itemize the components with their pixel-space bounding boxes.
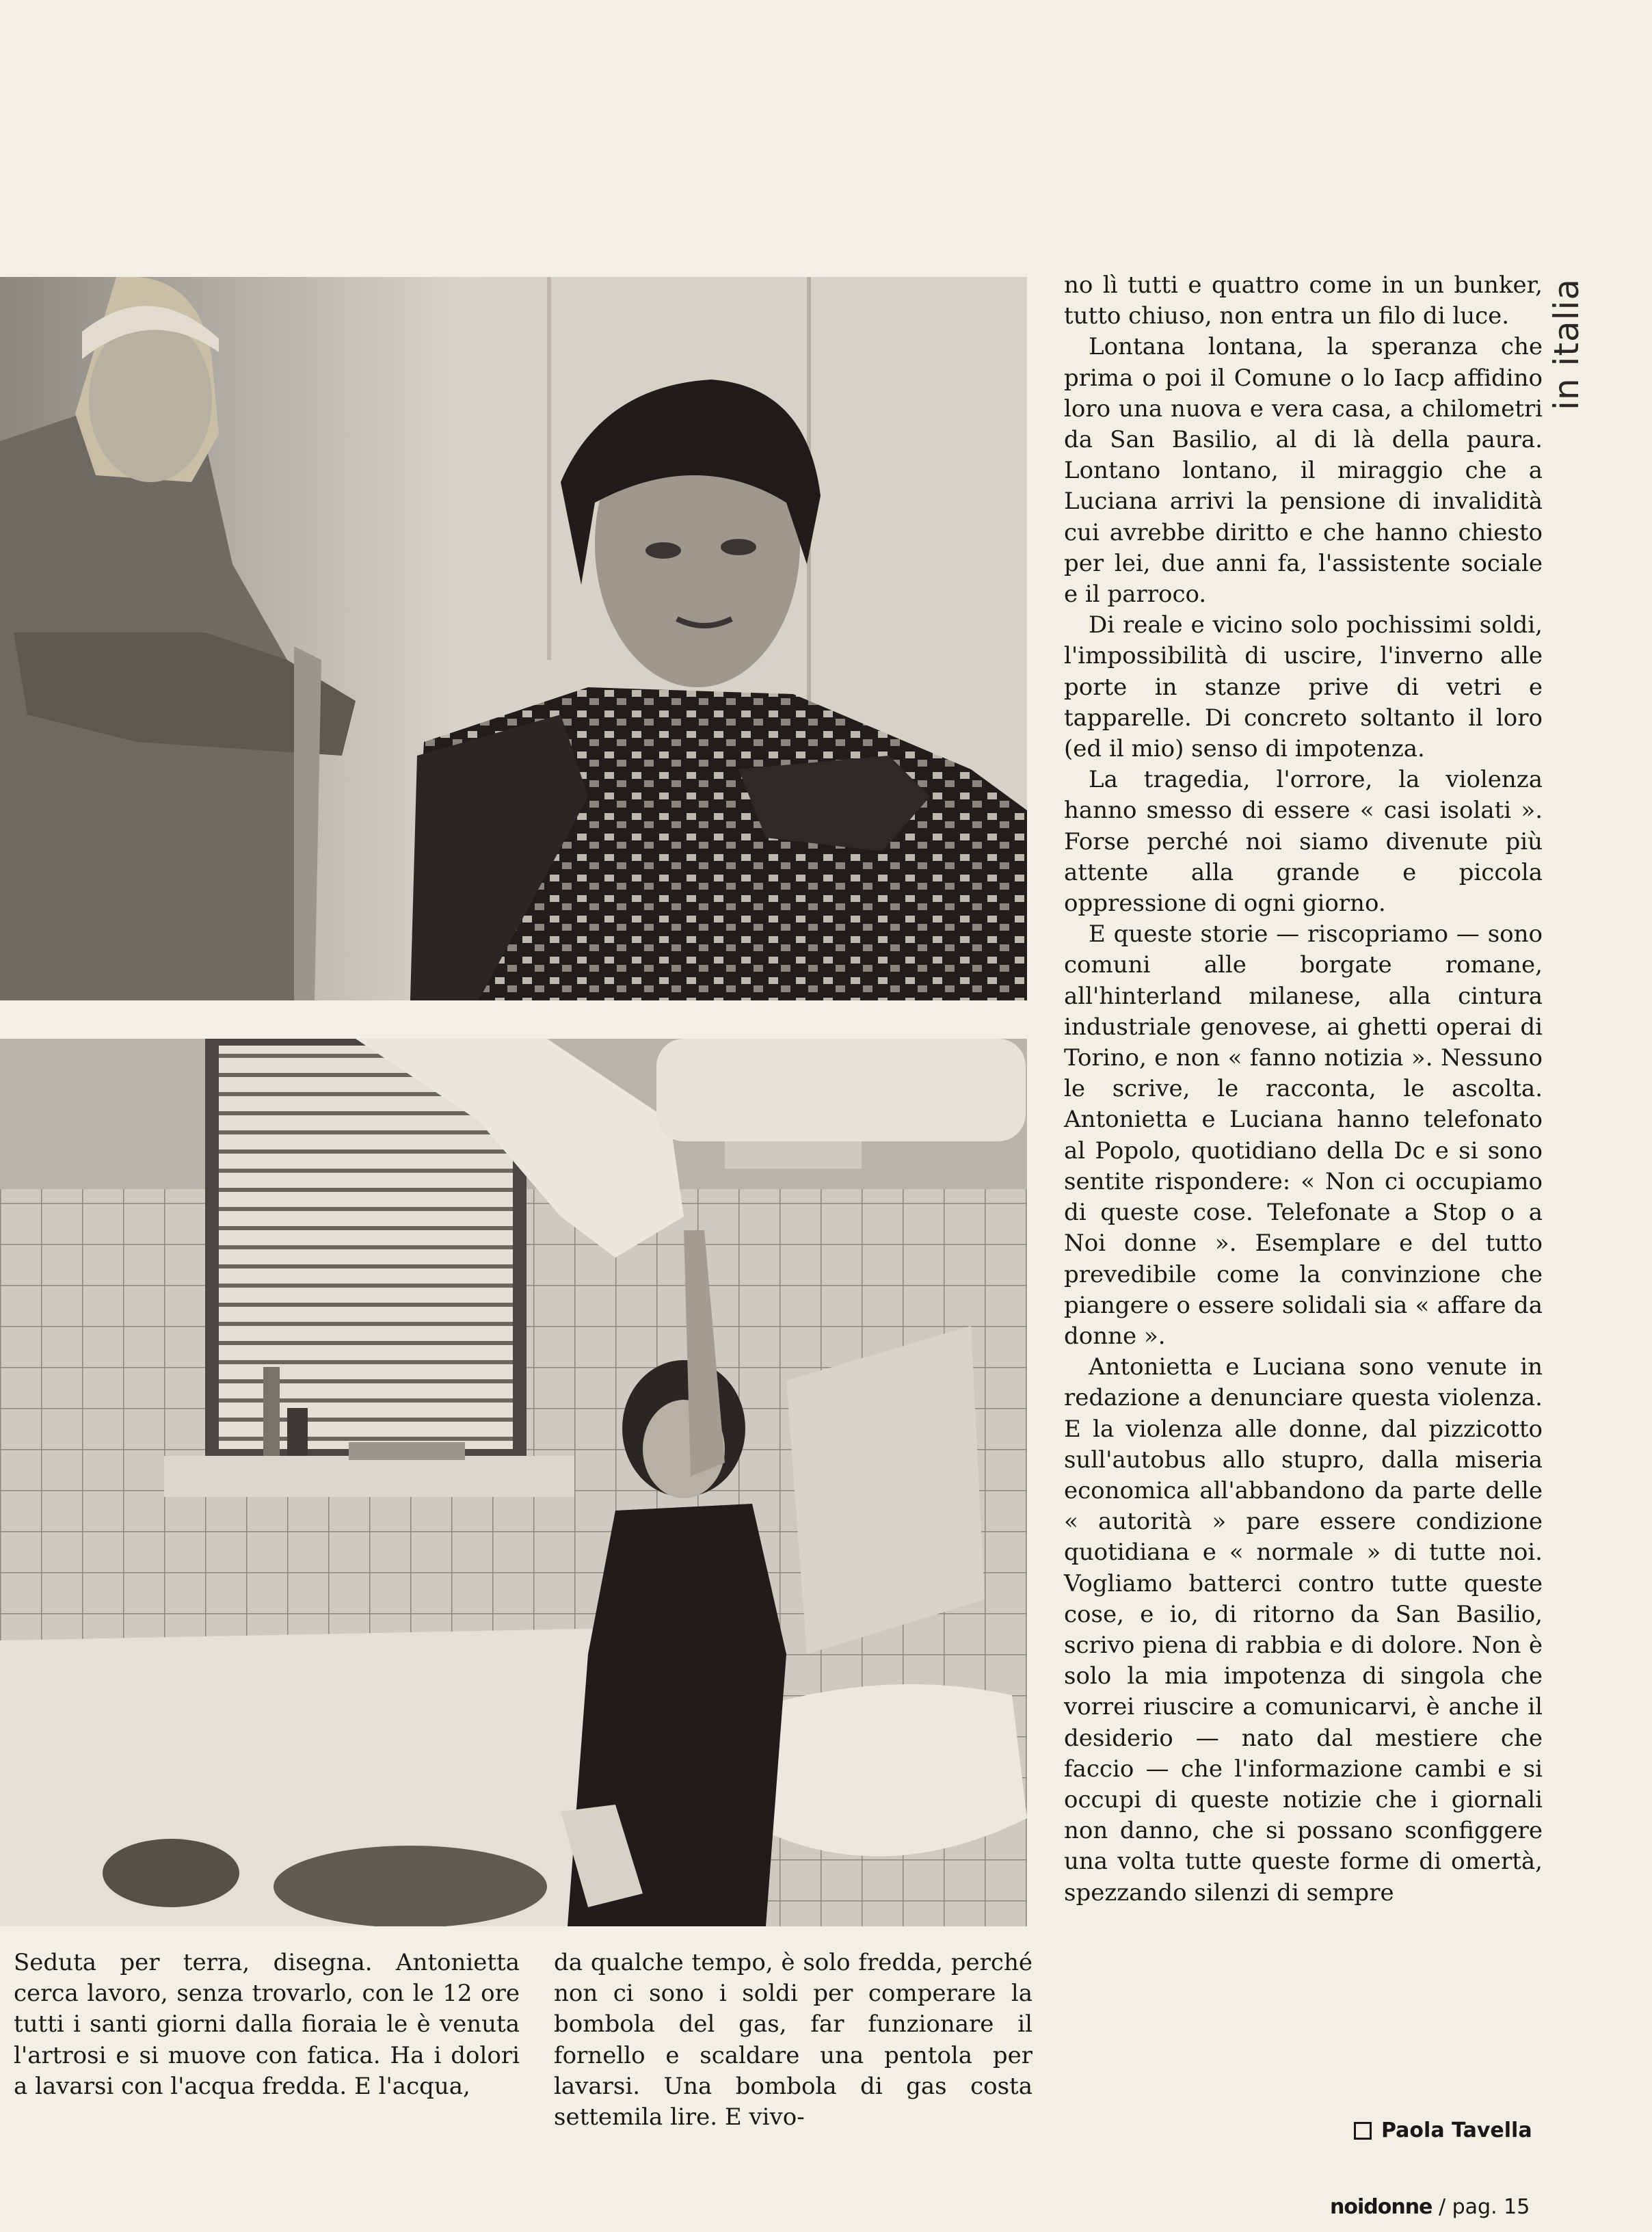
paragraph: da qualche tempo, è solo fredda, perché non ci sono i soldi per comperare la bombola del gas, far funzionare il fornello e scaldare una pentola per lavarsi. Una bombola di gas costa settemila lire. E vivo- bbox=[554, 1949, 1032, 2131]
paragraph: Seduta per terra, disegna. Antonietta cerca lavoro, senza trovarlo, con le 12 ore tutti i santi giorni dalla fioraia le è venuta l'artrosi e si muove con fatica. Ha i dolori a lavarsi con l'acqua fredda. E l'acqua, bbox=[14, 1949, 520, 2100]
photo-two-women bbox=[0, 277, 1027, 1000]
paragraph: Antonietta e Luciana sono venute in redazione a denunciare questa violenza. E la violenza alle donne, dal pizzicotto sull'autobus allo stupro, dalla miseria economica all'abbandono da parte delle « autorità » pare essere condizione quotidiana e « normale » di tutte noi. Vogliamo batterci contro tutte queste cose, e io, di ritorno da San Basilio, scrivo piena di rabbia e di dolore. Non è solo la mia impotenza di singola che vorrei riuscire a comunicarvi, è anche il desiderio — nato dal mestiere che faccio — che l'informazione cambi e si occupi di queste notizie che i giornali non danno, che si possano sconfiggere una volta tutte queste forme di omertà, spezzando silenzi di sempre bbox=[1064, 1353, 1543, 1906]
magazine-name: noidonne bbox=[1330, 2195, 1433, 2219]
photo-girl-in-bathroom bbox=[0, 1039, 1027, 1926]
paragraph: no lì tutti e quattro come in un bunker, tutto chiuso, non entra un filo di luce. bbox=[1064, 271, 1543, 330]
byline bbox=[1354, 2118, 1547, 2142]
footer-separator: / bbox=[1438, 2195, 1446, 2219]
page-footer bbox=[1330, 2195, 1549, 2219]
author-name: Paola Tavella bbox=[1381, 2118, 1532, 2142]
article-left-column bbox=[14, 1948, 520, 2102]
paragraph: Lontana lontana, la speranza che prima o poi il Comune o lo Iacp affidino loro una nuova e vera casa, a chilometri da San Basilio, al di là della paura. Lontano lontano, il miraggio che a Luciana arrivi la pensione di invalidità cui avrebbe diritto e che hanno chiesto per lei, due anni fa, l'assistente sociale e il parroco. bbox=[1064, 333, 1543, 609]
paragraph: E queste storie — riscopriamo — sono comuni alle borgate romane, all'hinterland milanese, alla cintura industriale genovese, ai ghetti operai di Torino, e non « fanno notizia ». Nessuno le scrive, le racconta, le ascolta. Antonietta e Luciana hanno telefonato al Popolo, quotidiano della Dc e si sono sentite rispondere: « Non ci occupiamo di queste cose. Telefonate a Stop o a Noi donne ». Esemplare e del tutto prevedibile come la convinzione che piangere o essere solidali sia « affare da donne ». bbox=[1064, 920, 1543, 1350]
paragraph: Di reale e vicino solo pochissimi soldi, l'impossibilità di uscire, l'inverno alle porte in stanze prive di vetri e tapparelle. Di concreto soltanto il loro (ed il mio) senso di impotenza. bbox=[1064, 611, 1543, 763]
square-bullet-icon bbox=[1354, 2122, 1372, 2140]
article-right-column bbox=[1064, 270, 1543, 1909]
page-number: pag. 15 bbox=[1452, 2195, 1530, 2219]
paragraph: La tragedia, l'orrore, la violenza hanno smesso di essere « casi isolati ». Forse perché noi siamo divenute più attente alla grande e piccola oppressione di ogni giorno. bbox=[1064, 766, 1543, 918]
article-middle-column bbox=[554, 1948, 1032, 2133]
section-label: in italia bbox=[1547, 278, 1586, 410]
